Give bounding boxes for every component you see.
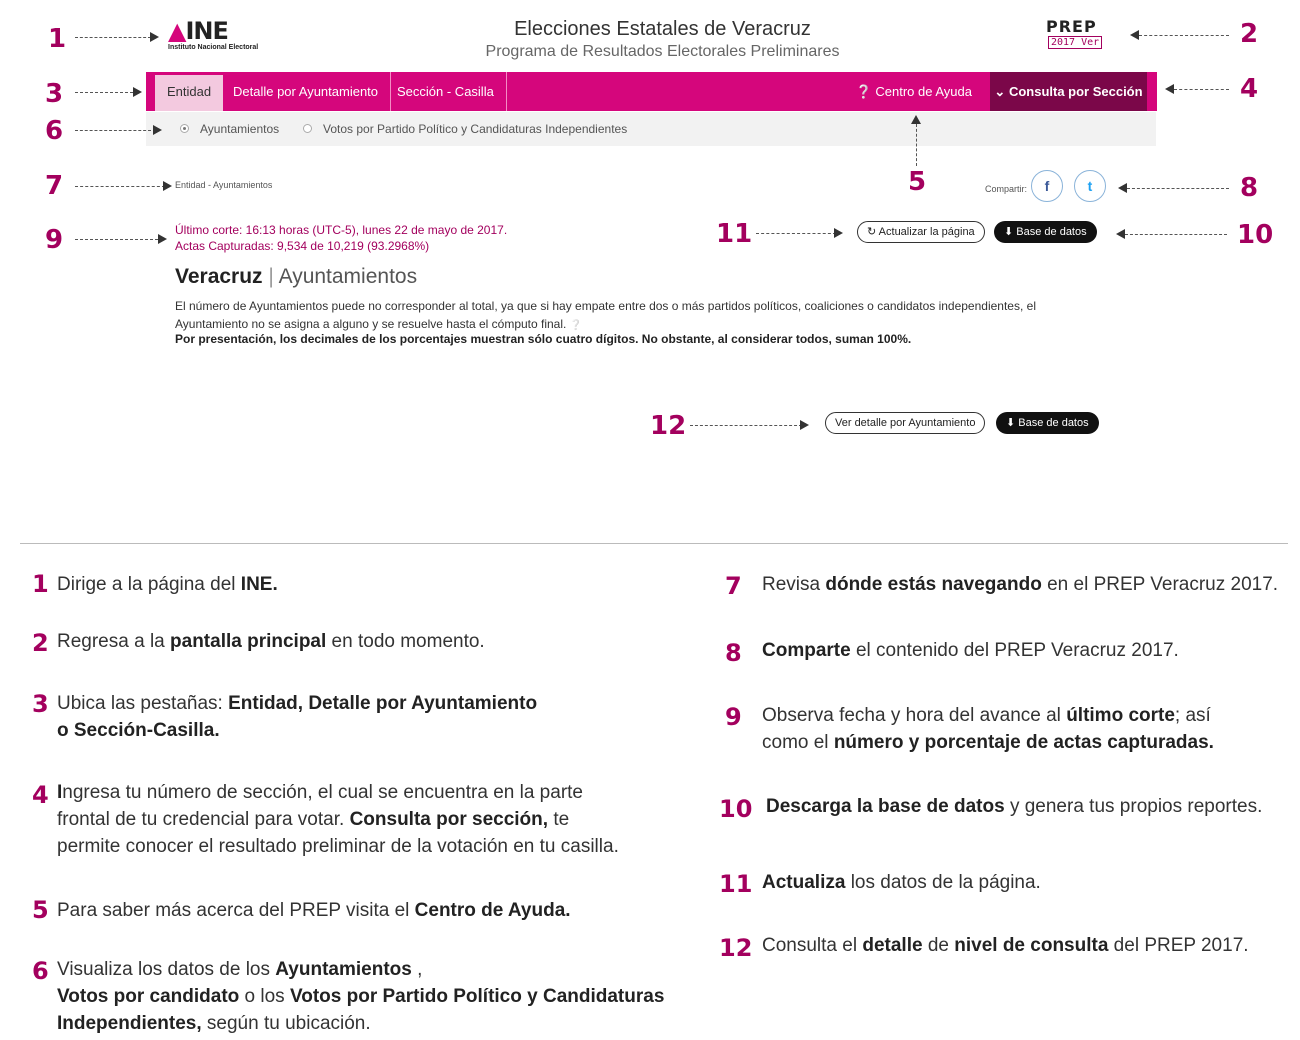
view-options-bar	[146, 112, 1156, 146]
instruction-9-text: Observa fecha y hora del avance al	[762, 705, 1067, 726]
instruction-3-bold: Entidad, Detalle por Ayuntamiento	[228, 693, 538, 714]
facebook-icon[interactable]: f	[1031, 170, 1063, 202]
help-center-label: Centro de Ayuda	[875, 84, 972, 99]
callout-4-line	[1174, 89, 1229, 90]
ultimo-corte-info	[175, 222, 507, 254]
callout-7-line	[75, 186, 165, 187]
callout-2-line	[1139, 35, 1229, 36]
callout-6-arrow	[153, 125, 162, 135]
callout-10-line	[1125, 234, 1227, 235]
instruction-1-text: Dirige a la página del	[57, 574, 241, 595]
section-divider	[20, 543, 1288, 544]
decimals-note: Por presentación, los decimales de los porcentajes muestran sólo cuatro dígitos. No obstante, al considerar todos, suman 100%.	[175, 332, 912, 346]
radio-ayuntamientos-label[interactable]: Ayuntamientos	[200, 122, 280, 136]
instruction-9-bold-2: número y porcentaje de actas capturadas.	[833, 732, 1214, 753]
callout-1-line	[75, 37, 151, 38]
instruction-5-number: 5	[32, 896, 49, 924]
instruction-4	[57, 779, 619, 860]
instruction-9-bold: último corte	[1066, 705, 1175, 726]
instruction-12-text-end: del PREP 2017.	[1108, 935, 1249, 956]
ine-logo[interactable]	[168, 18, 278, 54]
tab-entidad[interactable]: Entidad	[155, 75, 223, 111]
instruction-12-bold: detalle	[862, 935, 923, 956]
main-navbar	[146, 72, 1157, 111]
instruction-1	[57, 571, 278, 598]
callout-5: 5	[908, 167, 927, 197]
database-download-button-bottom[interactable]	[996, 412, 1099, 434]
instruction-6-number: 6	[32, 957, 49, 985]
instruction-8	[762, 637, 1179, 664]
instruction-11	[762, 869, 1041, 896]
page-title: Elecciones Estatales de Veracruz	[514, 18, 811, 40]
instruction-6-bold-4: Independientes,	[57, 1013, 202, 1034]
instruction-4-line-2: frontal de tu credencial para votar.	[57, 809, 350, 830]
callout-12: 12	[650, 411, 687, 441]
ayuntamientos-note	[175, 297, 1105, 335]
download-icon: ⬇	[1004, 226, 1014, 238]
instruction-9-number: 9	[725, 703, 742, 731]
ine-logo-subtitle: Instituto Nacional Electoral	[168, 44, 259, 51]
instruction-4-line-2-end: te	[548, 809, 570, 830]
heading-state: Veracruz	[175, 265, 263, 288]
heading-level: Ayuntamientos	[278, 265, 418, 288]
callout-2: 2	[1240, 19, 1259, 49]
callout-8: 8	[1240, 173, 1259, 203]
instruction-7-text: Revisa	[762, 574, 826, 595]
instruction-2-number: 2	[32, 629, 49, 657]
instruction-6-text: Visualiza los datos de los	[57, 959, 276, 980]
breadcrumb: Entidad - Ayuntamientos	[175, 180, 273, 190]
instruction-4-line-3: permite conocer el resultado preliminar de la votación en tu casilla.	[57, 836, 619, 857]
instruction-6-bold-3: Votos por Partido Político y Candidaturas	[289, 986, 665, 1007]
instruction-6-bold-2: Votos por candidato	[57, 986, 240, 1007]
instruction-11-text: los datos de la página.	[845, 872, 1041, 893]
radio-ayuntamientos[interactable]	[180, 124, 189, 133]
instruction-10-number: 10	[719, 795, 753, 823]
question-circle-icon[interactable]: ❔	[569, 320, 583, 331]
callout-7-arrow	[163, 181, 172, 191]
callout-9: 9	[45, 225, 64, 255]
instruction-5	[57, 897, 571, 924]
radio-votos-partido-label[interactable]: Votos por Partido Político y Candidaturas Independientes	[323, 122, 628, 136]
twitter-icon[interactable]: t	[1074, 170, 1106, 202]
prep-logo-word: PREP	[1046, 17, 1097, 36]
callout-9-arrow	[158, 234, 167, 244]
callout-8-line	[1127, 188, 1229, 189]
instruction-10-bold: Descarga la base de datos	[766, 796, 1005, 817]
instruction-12	[762, 932, 1249, 959]
callout-11: 11	[716, 219, 753, 249]
database-download-label: Base de datos	[1016, 226, 1087, 238]
tab-detalle-ayuntamiento[interactable]: Detalle por Ayuntamiento	[221, 72, 391, 111]
instruction-1-number: 1	[32, 570, 49, 598]
callout-4: 4	[1240, 74, 1259, 104]
ultimo-corte-text: Último corte: 16:13 horas (UTC-5), lunes 22 de mayo de 2017.	[175, 223, 508, 237]
ver-detalle-ayuntamiento-button[interactable]: Ver detalle por Ayuntamiento	[825, 412, 985, 434]
callout-10-arrow	[1116, 229, 1125, 239]
callout-6: 6	[45, 116, 64, 146]
instruction-7-text-end: en el PREP Veracruz 2017.	[1041, 574, 1279, 595]
callout-12-arrow	[800, 420, 809, 430]
instruction-5-text: Para saber más acerca del PREP visita el	[57, 900, 415, 921]
instruction-7-bold: dónde estás navegando	[825, 574, 1042, 595]
database-download-label-bottom: Base de datos	[1018, 417, 1089, 429]
prep-logo-year: 2017 Ver	[1048, 36, 1102, 49]
database-download-button[interactable]	[994, 221, 1097, 243]
note-line-1: El número de Ayuntamientos puede no corresponder al total, ya que si hay empate entre dos o más partidos políticos, coaliciones o candidatos independientes, el	[175, 299, 1036, 313]
refresh-page-button[interactable]	[857, 221, 985, 243]
download-icon: ⬇	[1006, 417, 1016, 429]
callout-9-line	[75, 239, 158, 240]
callout-3-line	[75, 92, 133, 93]
callout-2-arrow	[1130, 30, 1139, 40]
refresh-page-label: Actualizar la página	[878, 226, 975, 238]
instruction-10-text: y genera tus propios reportes.	[1004, 796, 1263, 817]
callout-11-line	[756, 233, 836, 234]
tab-seccion-casilla[interactable]: Sección - Casilla	[385, 72, 507, 111]
callout-11-arrow	[834, 228, 843, 238]
instruction-7-number: 7	[725, 572, 742, 600]
instruction-7	[762, 571, 1278, 598]
chevron-down-icon: ⌄	[994, 84, 1006, 99]
consulta-seccion-button[interactable]	[990, 72, 1147, 111]
instruction-12-bold-2: nivel de consulta	[954, 935, 1109, 956]
heading-separator: |	[268, 265, 274, 288]
instruction-3-text: Ubica las pestañas:	[57, 693, 229, 714]
prep-logo[interactable]	[1046, 18, 1112, 50]
instruction-6-text-end: según tu ubicación.	[201, 1013, 371, 1034]
instruction-8-text: el contenido del PREP Veracruz 2017.	[850, 640, 1179, 661]
instruction-3-number: 3	[32, 690, 49, 718]
callout-7: 7	[45, 171, 64, 201]
instruction-12-text-mid: de	[922, 935, 955, 956]
instruction-2	[57, 628, 485, 655]
instruction-5-bold: Centro de Ayuda.	[414, 900, 571, 921]
callout-4-arrow	[1165, 84, 1174, 94]
instruction-6-bold: Ayuntamientos	[275, 959, 412, 980]
instruction-9-text-end: ; así	[1174, 705, 1211, 726]
instruction-11-bold: Actualiza	[762, 872, 846, 893]
page-subtitle: Programa de Resultados Electorales Preliminares	[485, 43, 840, 60]
ine-logo-mark: ▲INE	[168, 17, 228, 45]
instruction-9-text-2: como el	[762, 732, 834, 753]
question-circle-icon: ❔	[855, 84, 872, 99]
instruction-3-bold-2: o Sección-Casilla.	[57, 720, 220, 741]
instruction-2-text-end: en todo momento.	[326, 631, 485, 652]
callout-3-arrow	[133, 87, 142, 97]
instruction-10	[766, 793, 1262, 820]
callout-6-line	[75, 130, 151, 131]
instruction-12-number: 12	[719, 934, 753, 962]
instruction-12-text: Consulta el	[762, 935, 863, 956]
instruction-2-text: Regresa a la	[57, 631, 171, 652]
instruction-8-number: 8	[725, 639, 742, 667]
instruction-9	[762, 702, 1214, 756]
callout-8-arrow	[1118, 183, 1127, 193]
instruction-4-number: 4	[32, 781, 49, 809]
instruction-2-bold: pantalla principal	[170, 631, 327, 652]
note-line-2-text: Ayuntamiento no se asigna a alguno y se resuelve hasta el cómputo final.	[175, 317, 567, 331]
actas-capturadas-text: Actas Capturadas: 9,534 de 10,219 (93.2968%)	[175, 239, 430, 253]
refresh-icon: ↻	[867, 226, 877, 238]
instruction-4-initial: I	[57, 782, 63, 803]
radio-votos-partido[interactable]	[303, 124, 312, 133]
callout-1-arrow	[150, 32, 159, 42]
instruction-4-line-1: ngresa tu número de sección, el cual se encuentra en la parte	[62, 782, 583, 803]
callout-1: 1	[48, 24, 67, 54]
share-label: Compartir:	[985, 184, 1028, 194]
callout-12-line	[690, 425, 802, 426]
instruction-4-bold: Consulta por sección,	[349, 809, 549, 830]
instruction-8-bold: Comparte	[762, 640, 851, 661]
results-heading	[175, 265, 417, 289]
instruction-6-text-mid: o los	[239, 986, 290, 1007]
instruction-1-bold: INE.	[240, 574, 278, 595]
instruction-6	[57, 956, 664, 1037]
callout-3: 3	[45, 79, 64, 109]
consulta-seccion-label: Consulta por Sección	[1008, 84, 1143, 99]
instruction-6-comma: ,	[411, 959, 423, 980]
callout-5-arrow	[911, 115, 921, 124]
instruction-3	[57, 690, 537, 744]
instruction-11-number: 11	[719, 870, 753, 898]
callout-5-line	[916, 124, 917, 166]
callout-10: 10	[1237, 220, 1274, 250]
help-center-link[interactable]	[856, 72, 972, 111]
